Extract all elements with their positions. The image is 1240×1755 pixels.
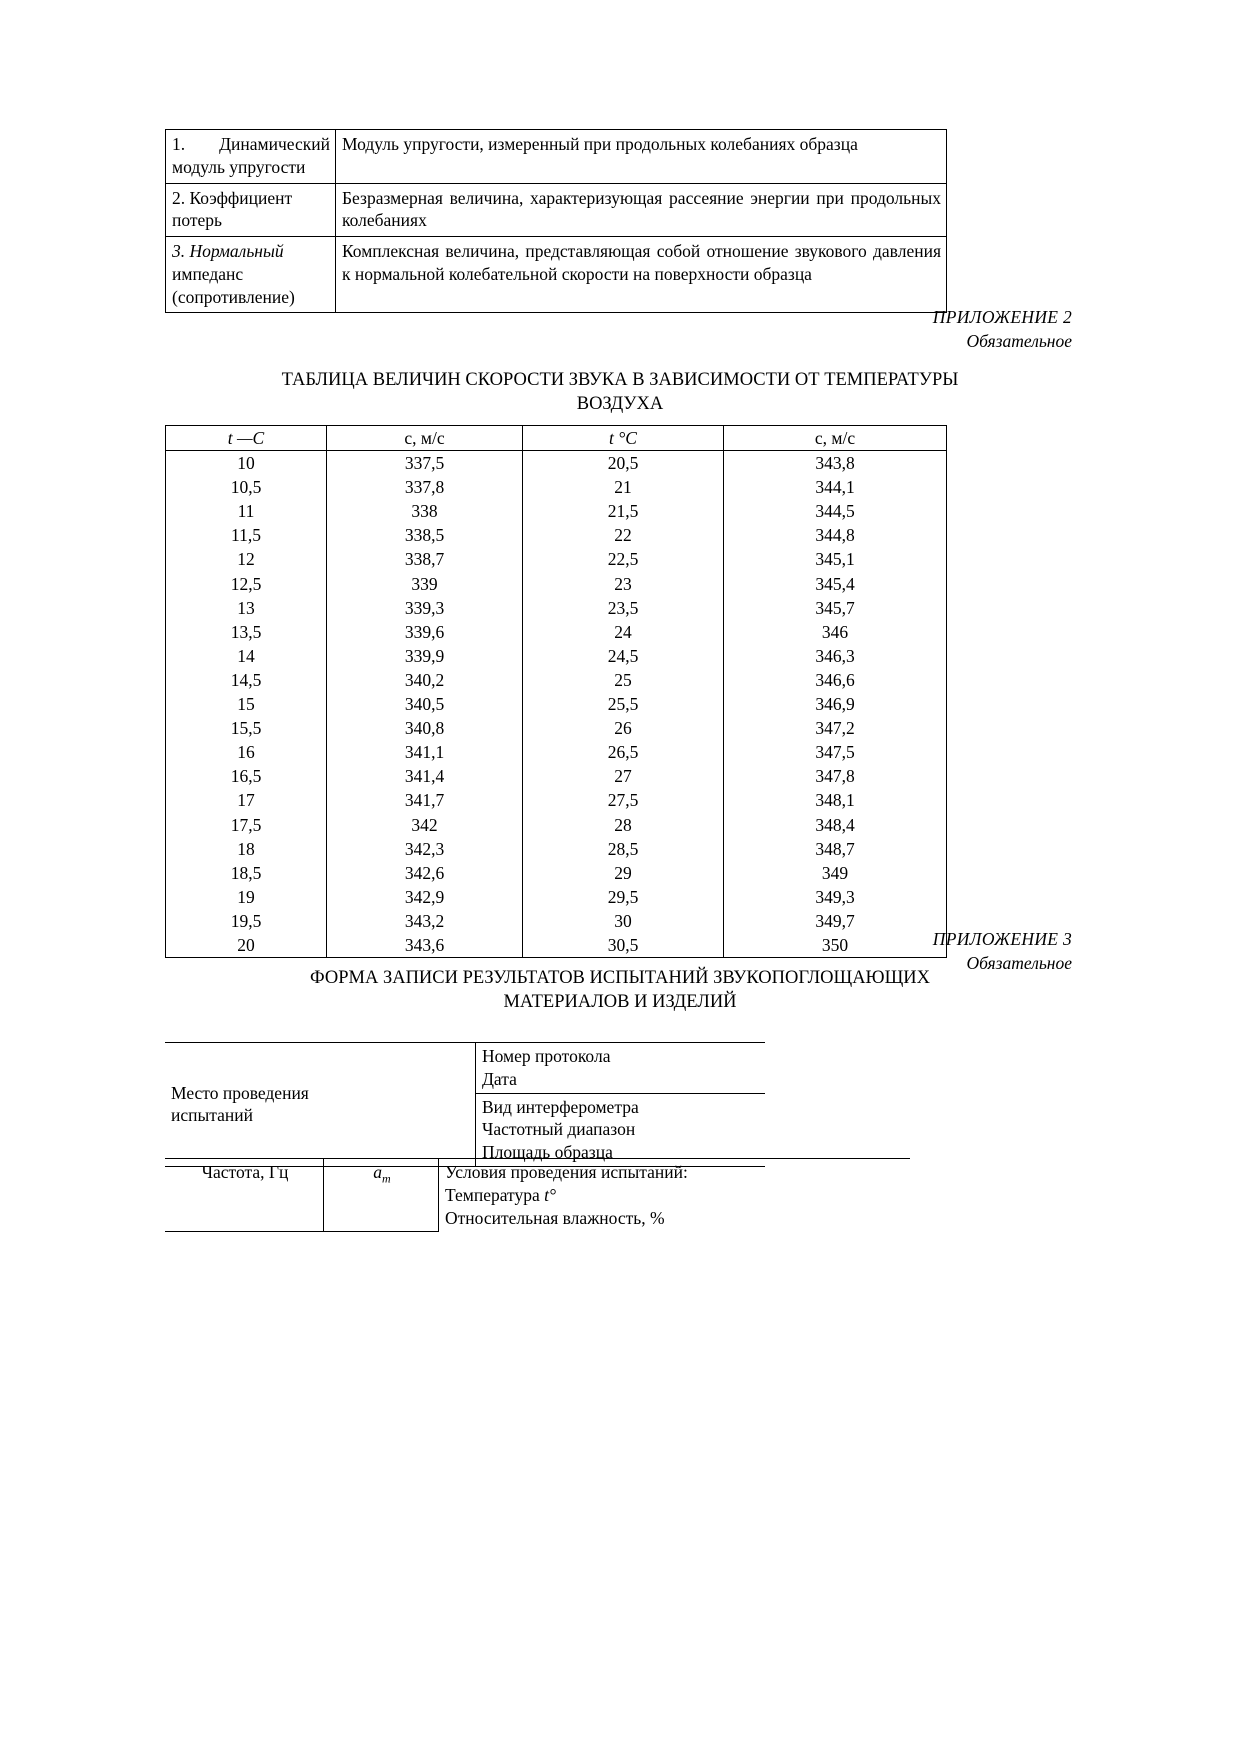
cell-temperature-1: 14 — [166, 644, 327, 668]
test-info-form-table — [165, 1042, 765, 1167]
cell-speed-1: 337,8 — [327, 475, 523, 499]
measurement-form-table — [165, 1158, 910, 1232]
table-row — [166, 861, 947, 885]
table-row — [166, 716, 947, 740]
cell-speed-1: 342 — [327, 813, 523, 837]
cell-temperature-1: 19 — [166, 885, 327, 909]
cell-speed-1: 339,3 — [327, 596, 523, 620]
cell-temperature-2: 28,5 — [523, 837, 724, 861]
frequency-range-label: Частотный диапазон — [482, 1119, 636, 1140]
cell-speed-2: 348,1 — [724, 788, 947, 812]
appendix-3-label: ПРИЛОЖЕНИЕ 3 — [932, 929, 1072, 949]
cell-speed-1: 342,3 — [327, 837, 523, 861]
table-row — [166, 596, 947, 620]
table-header-row — [166, 426, 947, 451]
cell-temperature-1: 17,5 — [166, 813, 327, 837]
cell-temperature-2: 30 — [523, 909, 724, 933]
cell-speed-1: 341,7 — [327, 788, 523, 812]
cell-speed-2: 345,4 — [724, 572, 947, 596]
table-row — [166, 740, 947, 764]
table-row — [166, 183, 947, 237]
definition-term-word: 2. Коэффициент — [172, 187, 293, 208]
cell-speed-1: 340,8 — [327, 716, 523, 740]
table-row — [166, 909, 947, 933]
cell-temperature-1: 10 — [166, 451, 327, 476]
interferometer-info-cell — [476, 1093, 766, 1166]
cell-speed-1: 342,6 — [327, 861, 523, 885]
test-place-line-2: испытаний — [171, 1105, 253, 1126]
frequency-column-header: Частота, Гц — [165, 1159, 324, 1232]
definition-description-cell: Комплексная величина, представляющая собой отношение звукового давления к нормальной колебательной скорости на поверхности образца — [336, 237, 947, 313]
table-row — [165, 1043, 765, 1094]
protocol-number-label: Номер протокола — [482, 1046, 611, 1066]
table-row — [166, 620, 947, 644]
test-place-cell — [165, 1043, 476, 1167]
cell-speed-2: 346,3 — [724, 644, 947, 668]
cell-speed-2: 346,6 — [724, 668, 947, 692]
definition-term-line3: (сопротивление) — [172, 286, 295, 307]
sound-speed-table — [165, 425, 947, 958]
appendix-2-header — [933, 306, 1072, 353]
cell-speed-2: 346 — [724, 620, 947, 644]
cell-temperature-1: 11,5 — [166, 523, 327, 547]
sound-speed-table-body — [166, 451, 947, 958]
cell-speed-1: 339,9 — [327, 644, 523, 668]
cell-speed-1: 343,6 — [327, 933, 523, 958]
column-header-speed-2: c, м/с — [724, 426, 947, 451]
cell-speed-1: 338 — [327, 499, 523, 523]
cell-temperature-2: 26 — [523, 716, 724, 740]
temperature-label: Температура t° — [445, 1184, 556, 1205]
cell-speed-2: 348,7 — [724, 837, 947, 861]
cell-temperature-2: 29,5 — [523, 885, 724, 909]
speed-title-line-2: ВОЗДУХА — [576, 394, 664, 415]
cell-speed-2: 348,4 — [724, 813, 947, 837]
date-label: Дата — [482, 1068, 517, 1089]
cell-temperature-2: 25,5 — [523, 692, 724, 716]
cell-speed-1: 338,5 — [327, 523, 523, 547]
humidity-label: Относительная влажность, % — [445, 1207, 665, 1228]
definition-description-cell: Безразмерная величина, характеризующая рассеяние энергии при продольных колебаниях — [336, 183, 947, 237]
cell-temperature-2: 24 — [523, 620, 724, 644]
conditions-title: Условия проведения испытаний: — [445, 1162, 688, 1182]
cell-speed-1: 341,1 — [327, 740, 523, 764]
cell-speed-2: 344,5 — [724, 499, 947, 523]
cell-temperature-2: 22,5 — [523, 547, 724, 571]
table-row — [166, 547, 947, 571]
cell-temperature-2: 29 — [523, 861, 724, 885]
cell-temperature-2: 22 — [523, 523, 724, 547]
cell-temperature-2: 23,5 — [523, 596, 724, 620]
table-row — [165, 1159, 910, 1232]
cell-temperature-1: 16 — [166, 740, 327, 764]
cell-temperature-2: 26,5 — [523, 740, 724, 764]
form-title-line-2: МАТЕРИАЛОВ И ИЗДЕЛИЙ — [503, 992, 737, 1013]
cell-temperature-2: 20,5 — [523, 451, 724, 476]
form-title — [170, 966, 1070, 1015]
definition-description-cell: Модуль упругости, измеренный при продольных колебаниях образца — [336, 130, 947, 184]
temperature-symbol: t° — [544, 1184, 556, 1205]
cell-temperature-1: 14,5 — [166, 668, 327, 692]
definition-term-word: 3. Нормальный — [172, 241, 284, 261]
test-place-line-1: Место проведения — [171, 1082, 309, 1103]
table-row — [166, 130, 947, 184]
cell-temperature-1: 12 — [166, 547, 327, 571]
cell-speed-2: 349,3 — [724, 885, 947, 909]
alpha-column-header — [324, 1159, 439, 1232]
alpha-subscript: m — [382, 1171, 391, 1186]
definition-term-line2: импеданс — [172, 263, 244, 284]
table-row — [166, 933, 947, 958]
speed-table-title — [170, 368, 1070, 417]
cell-temperature-1: 15 — [166, 692, 327, 716]
cell-temperature-1: 18 — [166, 837, 327, 861]
cell-temperature-1: 10,5 — [166, 475, 327, 499]
cell-speed-1: 340,5 — [327, 692, 523, 716]
cell-speed-1: 339,6 — [327, 620, 523, 644]
table-row — [166, 499, 947, 523]
cell-speed-1: 339 — [327, 572, 523, 596]
cell-speed-2: 349,7 — [724, 909, 947, 933]
definition-term-word: Динамический — [219, 134, 330, 154]
table-row — [166, 764, 947, 788]
table-row — [166, 788, 947, 812]
definition-term-cell — [166, 183, 336, 237]
sample-area-label: Площадь образца — [482, 1142, 613, 1162]
definition-term-cell — [166, 237, 336, 313]
cell-speed-1: 340,2 — [327, 668, 523, 692]
column-header-temperature-1: t —C — [166, 426, 327, 451]
cell-temperature-1: 18,5 — [166, 861, 327, 885]
cell-temperature-2: 24,5 — [523, 644, 724, 668]
table-row — [166, 692, 947, 716]
cell-temperature-2: 21,5 — [523, 499, 724, 523]
cell-speed-2: 347,8 — [724, 764, 947, 788]
table-row — [166, 451, 947, 476]
cell-temperature-1: 19,5 — [166, 909, 327, 933]
cell-temperature-1: 12,5 — [166, 572, 327, 596]
cell-temperature-2: 21 — [523, 475, 724, 499]
cell-temperature-2: 27 — [523, 764, 724, 788]
cell-temperature-2: 28 — [523, 813, 724, 837]
cell-temperature-2: 27,5 — [523, 788, 724, 812]
table-row — [166, 813, 947, 837]
definition-term-number: 1. — [172, 134, 186, 154]
table-row — [166, 668, 947, 692]
cell-speed-2: 346,9 — [724, 692, 947, 716]
cell-temperature-1: 20 — [166, 933, 327, 958]
alpha-symbol: a — [373, 1162, 383, 1182]
cell-speed-2: 349 — [724, 861, 947, 885]
cell-temperature-1: 13,5 — [166, 620, 327, 644]
column-header-speed-1: c, м/с — [327, 426, 523, 451]
cell-temperature-1: 11 — [166, 499, 327, 523]
column-header-temperature-2: t °C — [523, 426, 724, 451]
cell-speed-2: 347,2 — [724, 716, 947, 740]
form-title-line-1: ФОРМА ЗАПИСИ РЕЗУЛЬТАТОВ ИСПЫТАНИЙ ЗВУКОПОГЛОЩАЮЩИХ — [310, 968, 930, 988]
cell-speed-2: 350 — [724, 933, 947, 958]
cell-speed-2: 345,1 — [724, 547, 947, 571]
appendix-2-obligation: Обязательное — [966, 330, 1072, 351]
table-row — [166, 523, 947, 547]
cell-speed-2: 347,5 — [724, 740, 947, 764]
appendix-2-label: ПРИЛОЖЕНИЕ 2 — [932, 307, 1072, 327]
cell-temperature-1: 16,5 — [166, 764, 327, 788]
protocol-info-cell — [476, 1043, 766, 1094]
cell-speed-2: 344,1 — [724, 475, 947, 499]
test-conditions-cell — [439, 1159, 911, 1232]
definitions-table — [165, 129, 947, 313]
cell-temperature-1: 13 — [166, 596, 327, 620]
cell-speed-1: 338,7 — [327, 547, 523, 571]
table-row — [166, 475, 947, 499]
table-row — [166, 644, 947, 668]
cell-speed-1: 337,5 — [327, 451, 523, 476]
cell-temperature-1: 15,5 — [166, 716, 327, 740]
definition-term-line2: модуль упругости — [172, 156, 306, 177]
table-row — [166, 237, 947, 313]
cell-temperature-1: 17 — [166, 788, 327, 812]
cell-speed-1: 343,2 — [327, 909, 523, 933]
cell-speed-2: 344,8 — [724, 523, 947, 547]
cell-temperature-2: 25 — [523, 668, 724, 692]
table-row — [166, 837, 947, 861]
table-row — [166, 572, 947, 596]
definition-term-line2: потерь — [172, 210, 223, 231]
interferometer-type-label: Вид интерферометра — [482, 1096, 639, 1117]
table-row — [166, 885, 947, 909]
cell-speed-2: 343,8 — [724, 451, 947, 476]
appendix-3-obligation: Обязательное — [966, 952, 1072, 973]
cell-speed-1: 341,4 — [327, 764, 523, 788]
cell-temperature-2: 23 — [523, 572, 724, 596]
cell-speed-1: 342,9 — [327, 885, 523, 909]
cell-temperature-2: 30,5 — [523, 933, 724, 958]
definition-term-cell — [166, 130, 336, 184]
speed-title-line-1: ТАБЛИЦА ВЕЛИЧИН СКОРОСТИ ЗВУКА В ЗАВИСИМОСТИ ОТ ТЕМПЕРАТУРЫ — [281, 370, 959, 390]
cell-speed-2: 345,7 — [724, 596, 947, 620]
